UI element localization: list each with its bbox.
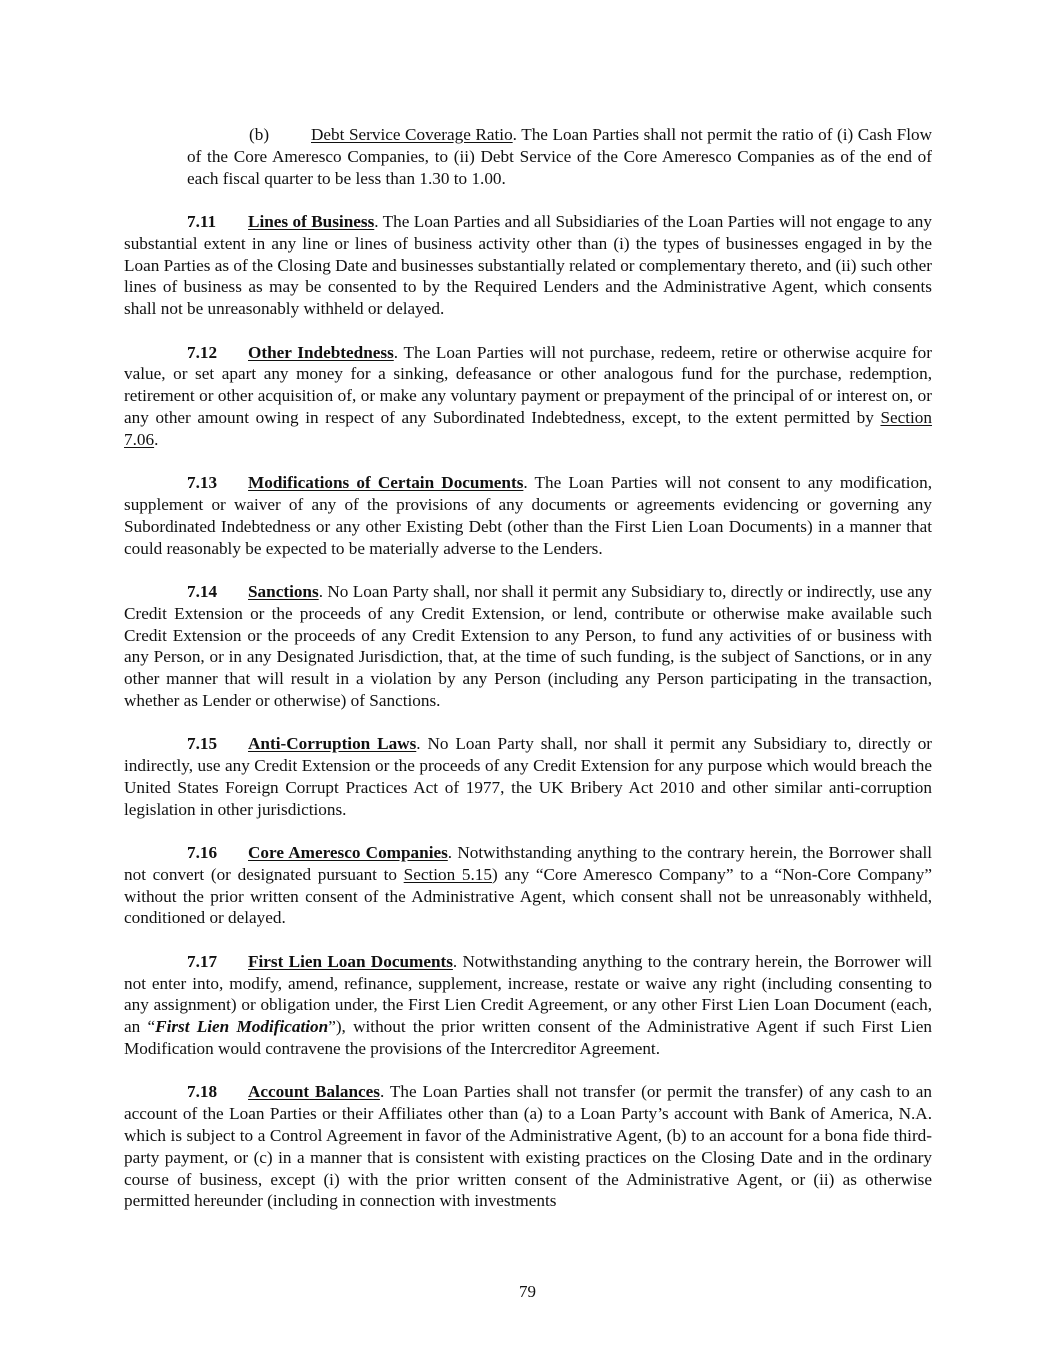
document-page bbox=[124, 124, 932, 1234]
section-7-14 bbox=[124, 581, 932, 712]
section-body: . Notwithstanding anything to the contrary herein, the Borrower will not enter into, modify, amend, refinance, supplement, increase, restate or waive any right (including consenting to any assignment) or obligation under, the First Lien Credit Agreement, or any other First Lien Loan Document (each, an “ bbox=[124, 951, 932, 1037]
section-7-10-b bbox=[187, 124, 932, 189]
section-body-end: ”), without the prior written consent of the Administrative Agent if such First Lien Modification would contravene the provisions of the Intercreditor Agreement. bbox=[124, 1017, 932, 1059]
section-number: 7.12 bbox=[187, 342, 218, 362]
section-body: . The Loan Parties shall not transfer (or permit the transfer) of any cash to an account of the Loan Parties or their Affiliates other than (a) to a Loan Party’s account with Bank of America, N.A. which is subject to a Control Agreement in favor of the Administrative Agent, (b) to an account for a bona fide third-party payment, or (c) in a manner that is consistent with existing practices on the Closing Date and in the ordinary course of business, except (i) with the prior written consent of the Administrative Agent, or (ii) as otherwise permitted hereunder (including in connection with investments bbox=[124, 1082, 932, 1211]
section-heading: Core Ameresco Companies bbox=[248, 843, 448, 863]
section-body: . Notwithstanding anything to the contrary herein, the Borrower shall not convert (or designated pursuant to bbox=[124, 843, 932, 884]
section-body: . No Loan Party shall, nor shall it permit any Subsidiary to, directly or indirectly, use any Credit Extension or the proceeds of any Credit Extension for any purpose which would breach the United States Foreign Corrupt Practices Act of 1977, the UK Bribery Act 2010 and other similar anti-corruption legislation in other jurisdictions. bbox=[124, 734, 933, 819]
subsection-label: (b) bbox=[249, 125, 270, 144]
section-number: 7.13 bbox=[187, 473, 218, 493]
section-heading: Other Indebtedness bbox=[248, 342, 394, 362]
section-heading: Debt Service Coverage Ratio bbox=[311, 125, 513, 144]
section-heading: Lines of Business bbox=[248, 211, 375, 231]
section-number: 7.17 bbox=[187, 951, 218, 971]
section-number: 7.11 bbox=[187, 211, 217, 231]
section-heading: First Lien Loan Documents bbox=[248, 951, 453, 971]
section-body: . The Loan Parties will not purchase, redeem, retire or otherwise acquire for value, or set apart any money for a sinking, defeasance or other analogous fund for the purchase, redemption, retirement or other acquisition of, or make any voluntary payment or prepayment of the principal of or interest on, or any other amount owing in respect of any Subordinated Indebtedness, except, to the extent permitted by bbox=[124, 342, 932, 427]
section-number: 7.18 bbox=[187, 1082, 218, 1102]
section-heading: Account Balances bbox=[248, 1082, 380, 1102]
section-7-13 bbox=[124, 472, 932, 559]
section-body: . No Loan Party shall, nor shall it permit any Subsidiary to, directly or indirectly, use any Credit Extension or the proceeds of any Credit Extension, or lend, contribute or otherwise make available such Credit Extension or the proceeds of any Credit Extension to any Person, to fund any activities of or business with any Person, or in any Designated Jurisdiction, that, at the time of such funding, is the subject of Sanctions, or in any other manner that will result in a violation by any Person (including any Person participating in the transaction, whether as Lender or otherwise) of Sanctions. bbox=[124, 581, 932, 710]
section-heading: Anti-Corruption Laws bbox=[248, 734, 417, 754]
section-7-18 bbox=[124, 1081, 932, 1212]
section-body: . The Loan Parties will not consent to any modification, supplement or waiver of any of the provisions of any documents or agreements evidencing or governing any Subordinated Indebtedness or any other Existing Debt (other than the First Lien Loan Documents) in a manner that could reasonably be expected to be materially adverse to the Lenders. bbox=[124, 473, 932, 558]
section-7-11 bbox=[124, 211, 932, 320]
page-number: 79 bbox=[519, 1282, 536, 1301]
cross-reference-link: Section 7.06 bbox=[124, 407, 932, 449]
section-7-16 bbox=[124, 842, 932, 929]
section-7-17 bbox=[124, 951, 932, 1060]
section-number: 7.15 bbox=[187, 734, 218, 754]
section-body: . The Loan Parties shall not permit the ratio of (i) Cash Flow of the Core Ameresco Companies, to (ii) Debt Service of the Core Ameresco Companies as of the end of each fiscal quarter to be less than 1.30 to 1.00. bbox=[187, 125, 932, 188]
defined-term: First Lien Modification bbox=[155, 1017, 329, 1037]
cross-reference-link: Section 5.15 bbox=[403, 864, 492, 884]
section-heading: Modifications of Certain Documents bbox=[248, 473, 524, 493]
section-body-end: ) any “Core Ameresco Company” to a “Non-Core Company” without the prior written consent of the Administrative Agent, which consent shall not be unreasonably withheld, conditioned or delayed. bbox=[124, 864, 932, 928]
section-number: 7.16 bbox=[187, 843, 218, 863]
section-number: 7.14 bbox=[187, 581, 218, 601]
section-body-end: . bbox=[154, 429, 159, 449]
section-body: . The Loan Parties and all Subsidiaries of the Loan Parties will not engage to any substantial extent in any line or lines of business activity other than (i) the types of businesses engaged in by the Loan Parties as of the Closing Date and businesses substantially related or complementary thereto, and (ii) such other lines of business as may be consented to by the Required Lenders and the Administrative Agent, which consents shall not be unreasonably withheld or delayed. bbox=[124, 211, 932, 319]
section-heading: Sanctions bbox=[248, 581, 319, 601]
section-7-12 bbox=[124, 342, 932, 451]
section-7-15 bbox=[124, 733, 932, 820]
